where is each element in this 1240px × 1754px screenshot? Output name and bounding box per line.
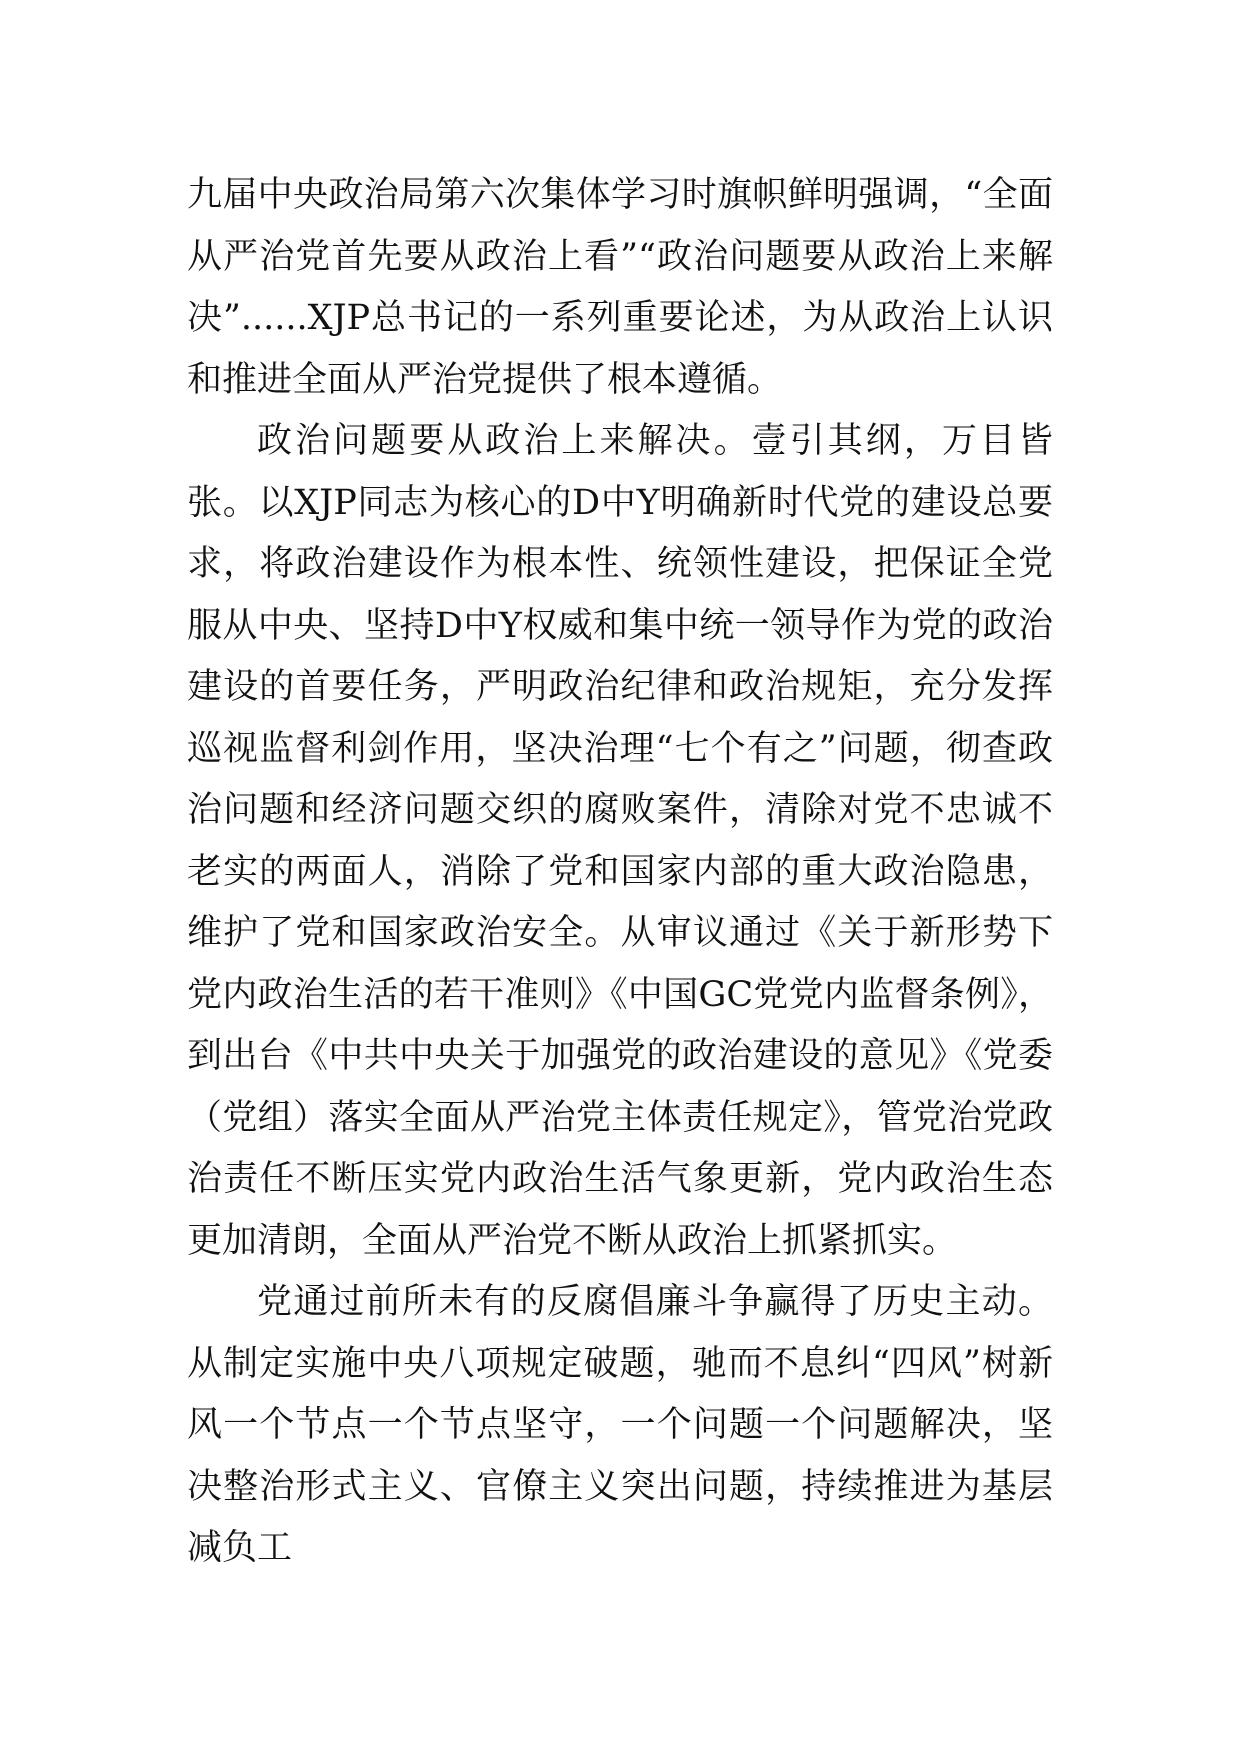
paragraph-political-issues: 政治问题要从政治上来解决。壹引其纲，万目皆张。以XJP同志为核心的D中Y明确新时代党的建设总要求，将政治建设作为根本性、统领性建设，把保证全党服从中央、坚持D中Y权威和集中统一领导作为党的政治建设的首要任务，严明政治纪律和政治规矩，充分发挥巡视监督利剑作用，坚决治理“七个有之”问题，彻查政治问题和经济问题交织的腐败案件，清除对党不忠诚不老实的两面人，消除了党和国家内部的重大政治隐患，维护了党和国家政治安全。从审议通过《关于新形势下党内政治生活的若干准则》《中国GC党党内监督条例》，到出台《中共中央关于加强党的政治建设的意见》《党委（党组）落实全面从严治党主体责任规定》，管党治党政治责任不断压实党内政治生活气象更新，党内政治生态更加清朗，全面从严治党不断从政治上抓紧抓实。: [187, 421, 1053, 1261]
paragraph-anti-corruption: 党通过前所未有的反腐倡廉斗争赢得了历史主动。从制定实施中央八项规定破题，驰而不息纠“四风”树新风一个节点一个节点坚守，一个问题一个问题解决，坚决整治形式主义、官僚主义突出问题，持续推进为基层减负工: [187, 1282, 1053, 1568]
document-body: [187, 165, 1053, 1580]
paragraph-continued: 九届中央政治局第六次集体学习时旗帜鲜明强调，“全面从严治党首先要从政治上看”“政治问题要从政治上来解决”......XJP总书记的一系列重要论述，为从政治上认识和推进全面从严治党提供了根本遵循。: [187, 175, 1053, 400]
